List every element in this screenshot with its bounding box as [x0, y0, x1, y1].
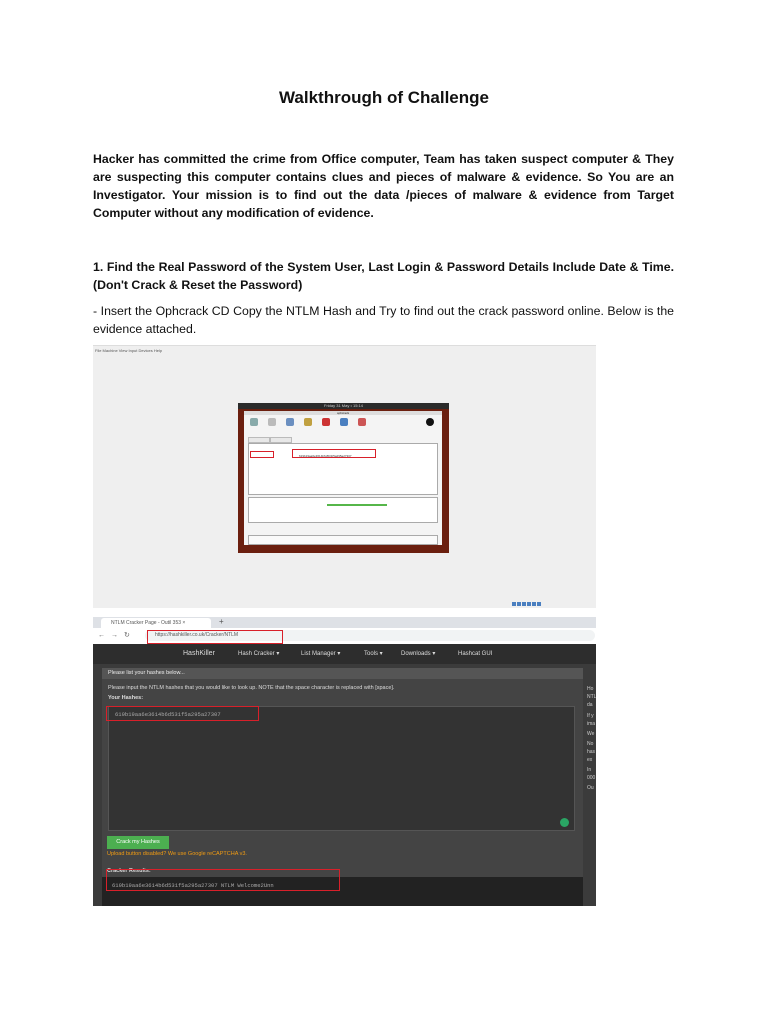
side-line: has [587, 749, 596, 755]
tray-icon [537, 602, 541, 606]
side-line: ex [587, 757, 593, 763]
document-title: Walkthrough of Challenge [279, 88, 489, 107]
nav-hashcat-gui: Hashcat GUI [458, 651, 493, 657]
side-line: da [587, 702, 593, 708]
panel-heading: Please list your hashes below... [102, 668, 583, 679]
entered-hash: 619b19aa6e3614b6d531f5a295a27307 [115, 711, 221, 718]
progress-table [248, 497, 438, 523]
save-icon [286, 418, 294, 426]
answer-1: - Insert the Ophcrack CD Copy the NTLM Hash and Try to find out the crack password online. Below is the evidence attached. [93, 304, 674, 336]
browser-tab: NTLM Cracker Page - Outil 353 × [101, 618, 211, 628]
progress-bar [327, 504, 387, 506]
side-line: Ho [587, 686, 594, 692]
side-line: We [587, 731, 595, 737]
question-1: 1. Find the Real Password of the System User, Last Login & Password Details Include Date & Time. (Don't Crack & Reset the Password) [93, 260, 674, 292]
vm-menu: File Machine View Input Devices Help [95, 348, 163, 353]
hash-input-highlight [106, 706, 259, 721]
hash-textarea [108, 706, 575, 831]
user-highlight [250, 451, 274, 458]
crack-icon [322, 418, 330, 426]
result-highlight [106, 869, 340, 891]
result-line: 619b19aa6e3614b6d531f5a295a27307 NTLM Welcome2Unn [112, 882, 274, 889]
tables-icon [304, 418, 312, 426]
browser-tabstrip [93, 617, 596, 628]
vm-tray [512, 602, 592, 607]
tray-icon [527, 602, 531, 606]
tray-icon [532, 602, 536, 606]
site-navbar [93, 644, 596, 664]
side-line: In [587, 767, 592, 773]
recaptcha-icon [560, 818, 569, 827]
site-logo: HashKiller [183, 650, 215, 657]
upload-warning: Upload button disabled? We use Google reCAPTCHA v3. [107, 851, 247, 857]
tray-icon [522, 602, 526, 606]
new-tab-icon: + [219, 617, 224, 626]
exit-icon [358, 418, 366, 426]
crack-button: Crack my Hashes [107, 836, 169, 849]
about-icon [426, 418, 434, 426]
hash-highlight [292, 449, 376, 458]
side-line: No [587, 741, 594, 747]
side-line: Ou [587, 785, 594, 791]
nav-hash-cracker: Hash Cracker ▾ [238, 651, 280, 657]
delete-icon [268, 418, 276, 426]
tray-icon [512, 602, 516, 606]
intro-paragraph: Hacker has committed the crime from Office computer, Team has taken suspect computer & They are suspecting this computer contains clues and pieces of malware & evidence. So You are an Investigator. Your mission is to find out the data /pieces of malware & evidence from Target Computer without any modification of evidence. [93, 152, 674, 220]
url-field: https://hashkiller.co.uk/Cracker/NTLM [145, 630, 595, 641]
nav-downloads: Downloads ▾ [401, 651, 436, 657]
nav-list-manager: List Manager ▾ [301, 651, 341, 657]
hashkiller-screenshot [93, 617, 596, 906]
help-icon [340, 418, 348, 426]
your-hashes-label: Your Hashes: [108, 695, 144, 701]
side-line: If y [587, 713, 594, 719]
toolbar [246, 418, 440, 434]
ophcrack-screenshot [93, 345, 596, 608]
app-titlebar: ophcrack [244, 411, 442, 415]
ubuntu-window [238, 403, 449, 553]
results-label: Cracker Results: [107, 868, 151, 874]
url-highlight [147, 630, 283, 644]
nav-tools: Tools ▾ [364, 651, 383, 657]
nav-arrows-icon: ←→↻ [98, 632, 136, 639]
side-line: NTL [587, 694, 596, 700]
ubuntu-topbar: Friday 31 May • 15:14 [238, 403, 449, 409]
tray-icon [517, 602, 521, 606]
load-icon [250, 418, 258, 426]
side-line: 000 [587, 775, 596, 781]
hash-row: 619b19aa6e3614b6d531f5a295a27307 [299, 454, 352, 458]
ophcrack-app [244, 411, 442, 545]
status-bar [248, 535, 438, 545]
instruction-text: Please input the NTLM hashes that you would like to look up. NOTE that the space character is replaced with [space]. [108, 685, 395, 691]
side-line: ima [587, 721, 596, 727]
